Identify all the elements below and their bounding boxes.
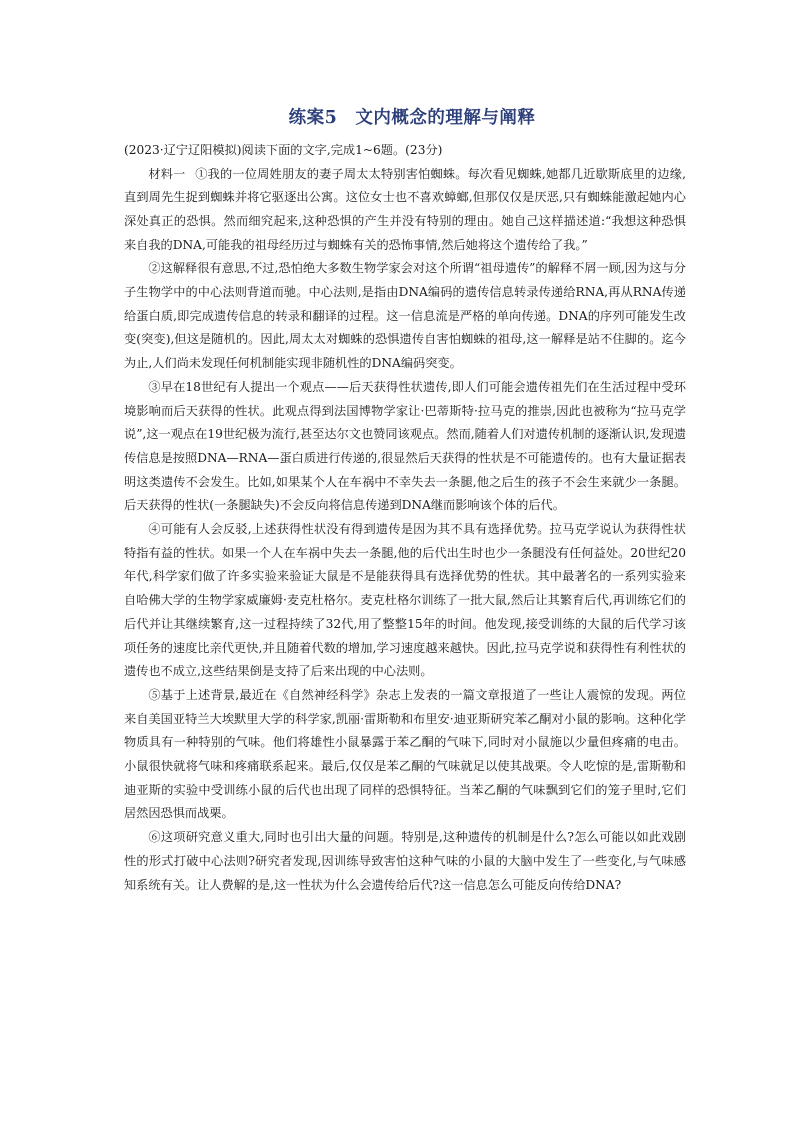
paragraph-3: ③早在18世纪有人提出一个观点——后天获得性状遗传,即人们可能会遗传祖先们在生活过程中受环境影响而后天获得的性状。此观点得到法国博物学家让·巴蒂斯特·拉马克的推崇,因此也被称为“拉马克学说”,这一观点在19世纪极为流行,甚至达尔文也赞同该观点。然而,随着人们对遗传机制的逐渐认识,发现遗传信息是按照DNA—RNA—蛋白质进行传递的,很显然后天获得的性状是不可能遗传的。也有大量证据表明这类遗传不会发生。比如,如果某个人在车祸中不幸失去一条腿,他之后生的孩子不会生来就少一条腿。后天获得的性状(一条腿缺失)不会反向将信息传递到DNA继而影响该个体的后代。 — [124, 379, 686, 513]
page-title: 练案5 文内概念的理解与阐释 — [288, 108, 536, 128]
paragraph-5: ⑤基于上述背景,最近在《自然神经科学》杂志上发表的一篇文章报道了一些让人震惊的发现。两位来自美国亚特兰大埃默里大学的科学家,凯丽·雷斯勒和布里安·迪亚斯研究苯乙酮对小鼠的影响。这种化学物质具有一种特别的气味。他们将雄性小鼠暴露于苯乙酮的气味下,同时对小鼠施以少量但疼痛的电击。小鼠很快就将气味和疼痛联系起来。最后,仅仅是苯乙酮的气味就足以使其战栗。令人吃惊的是,雷斯勒和迪亚斯的实验中受训练小鼠的后代也出现了同样的恐惧特征。当苯乙酮的气味飘到它们的笼子里时,它们居然因恐惧而战栗。 — [124, 687, 686, 821]
question-source: (2023·辽宁辽阳模拟)阅读下面的文字,完成1~6题。(23分) — [124, 143, 443, 157]
paragraph-6: ⑥这项研究意义重大,同时也引出大量的问题。特别是,这种遗传的机制是什么?怎么可能以如此戏剧性的形式打破中心法则?研究者发现,因训练导致害怕这种气味的小鼠的大脑中发生了一些变化,与气味感知系统有关。让人费解的是,这一性状为什么会遗传给后代?这一信息怎么可能反向传给DNA? — [124, 830, 686, 892]
material-label: 材料一 — [148, 166, 186, 181]
paragraph-1 — [124, 163, 686, 258]
paragraph-2: ②这解释很有意思,不过,恐怕绝大多数生物学家会对这个所谓“祖母遗传”的解释不屑一顾,因为这与分子生物学中的中心法则背道而驰。中心法则,是指由DNA编码的遗传信息转录传递给RNA,再从RNA传递给蛋白质,即完成遗传信息的转录和翻译的过程。这一信息流是严格的单向传递。DNA的序列可能发生改变(突变),但这是随机的。因此,周太太对蜘蛛的恐惧遗传自害怕蜘蛛的祖母,这一解释是站不住脚的。迄今为止,人们尚未发现任何机制能实现非随机性的DNA编码突变。 — [124, 261, 686, 371]
paragraph-4: ④可能有人会反驳,上述获得性状没有得到遗传是因为其不具有选择优势。拉马克学说认为获得性状特指有益的性状。如果一个人在车祸中失去一条腿,他的后代出生时也少一条腿没有任何益处。20世纪20年代,科学家们做了许多实验来验证大鼠是不是能获得具有选择优势的性状。其中最著名的一系列实验来自哈佛大学的生物学家威廉姆·麦克杜格尔。麦克杜格尔训练了一批大鼠,然后让其繁育后代,再训练它们的后代并让其继续繁育,这一过程持续了32代,用了整整15年的时间。他发现,接受训练的大鼠的后代学习该项任务的速度比亲代更快,并且随着代数的增加,学习速度越来越快。因此,拉马克学说和获得性有利性状的遗传也不成立,这些结果倒是支持了后来出现的中心法则。 — [124, 522, 686, 679]
paragraph-1-text: ①我的一位周姓朋友的妻子周太太特别害怕蜘蛛。每次看见蜘蛛,她都几近歇斯底里的边缘,直到周先生捉到蜘蛛并将它驱逐出公寓。这位女士也不喜欢蟑螂,但那仅仅是厌恶,只有蜘蛛能激起她内心深处真正的恐惧。然而细究起来,这种恐惧的产生并没有特别的理由。她自己这样描述道:“我想这种恐惧来自我的DNA,可能我的祖母经历过与蜘蛛有关的恐怖事情,然后她将这个遗传给了我。” — [124, 166, 687, 252]
